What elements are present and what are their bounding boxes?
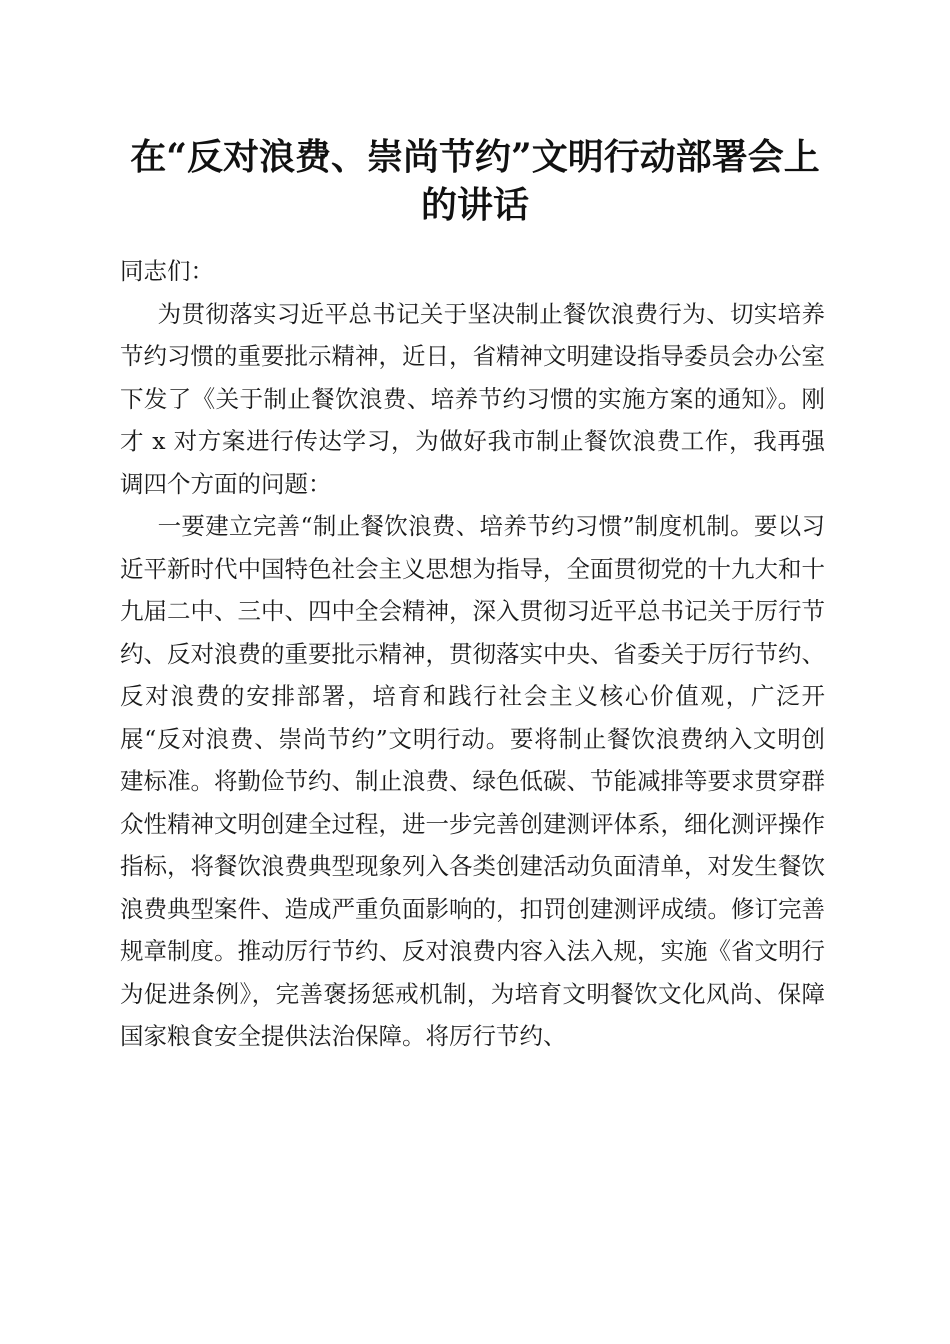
paragraph-intro: 为贯彻落实习近平总书记关于坚决制止餐饮浪费行为、切实培养节约习惯的重要批示精神，近日，省精神文明建设指导委员会办公室下发了《关于制止餐饮浪费、培养节约习惯的实施方案的通知》。刚才 x 对方案进行传达学习，为做好我市制止餐饮浪费工作，我再强调四个方面的问题： — [120, 299, 825, 498]
page-title — [100, 133, 850, 229]
title-line-1: 在“反对浪费、崇尚节约”文明行动部署会上 — [130, 136, 820, 178]
speech-body — [120, 250, 825, 1058]
greeting: 同志们： — [120, 257, 214, 285]
paragraph-point-one: 一要建立完善“制止餐饮浪费、培养节约习惯”制度机制。要以习近平新时代中国特色社会主义思想为指导，全面贯彻党的十九大和十九届二中、三中、四中全会精神，深入贯彻习近平总书记关于厉行节约、反对浪费的重要批示精神，贯彻落实中央、省委关于厉行节约、反对浪费的安排部署，培育和践行社会主义核心价值观，广泛开展“反对浪费、崇尚节约”文明行动。要将制止餐饮浪费纳入文明创建标准。将勤俭节约、制止浪费、绿色低碳、节能减排等要求贯穿群众性精神文明创建全过程，进一步完善创建测评体系，细化测评操作指标，将餐饮浪费典型现象列入各类创建活动负面清单，对发生餐饮浪费典型案件、造成严重负面影响的，扣罚创建测评成绩。修订完善规章制度。推动厉行节约、反对浪费内容入法入规，实施《省文明行为促进条例》，完善褒扬惩戒机制，为培育文明餐饮文化风尚、保障国家粮食安全提供法治保障。将厉行节约、 — [120, 512, 825, 1050]
title-line-2: 的讲话 — [420, 184, 529, 226]
